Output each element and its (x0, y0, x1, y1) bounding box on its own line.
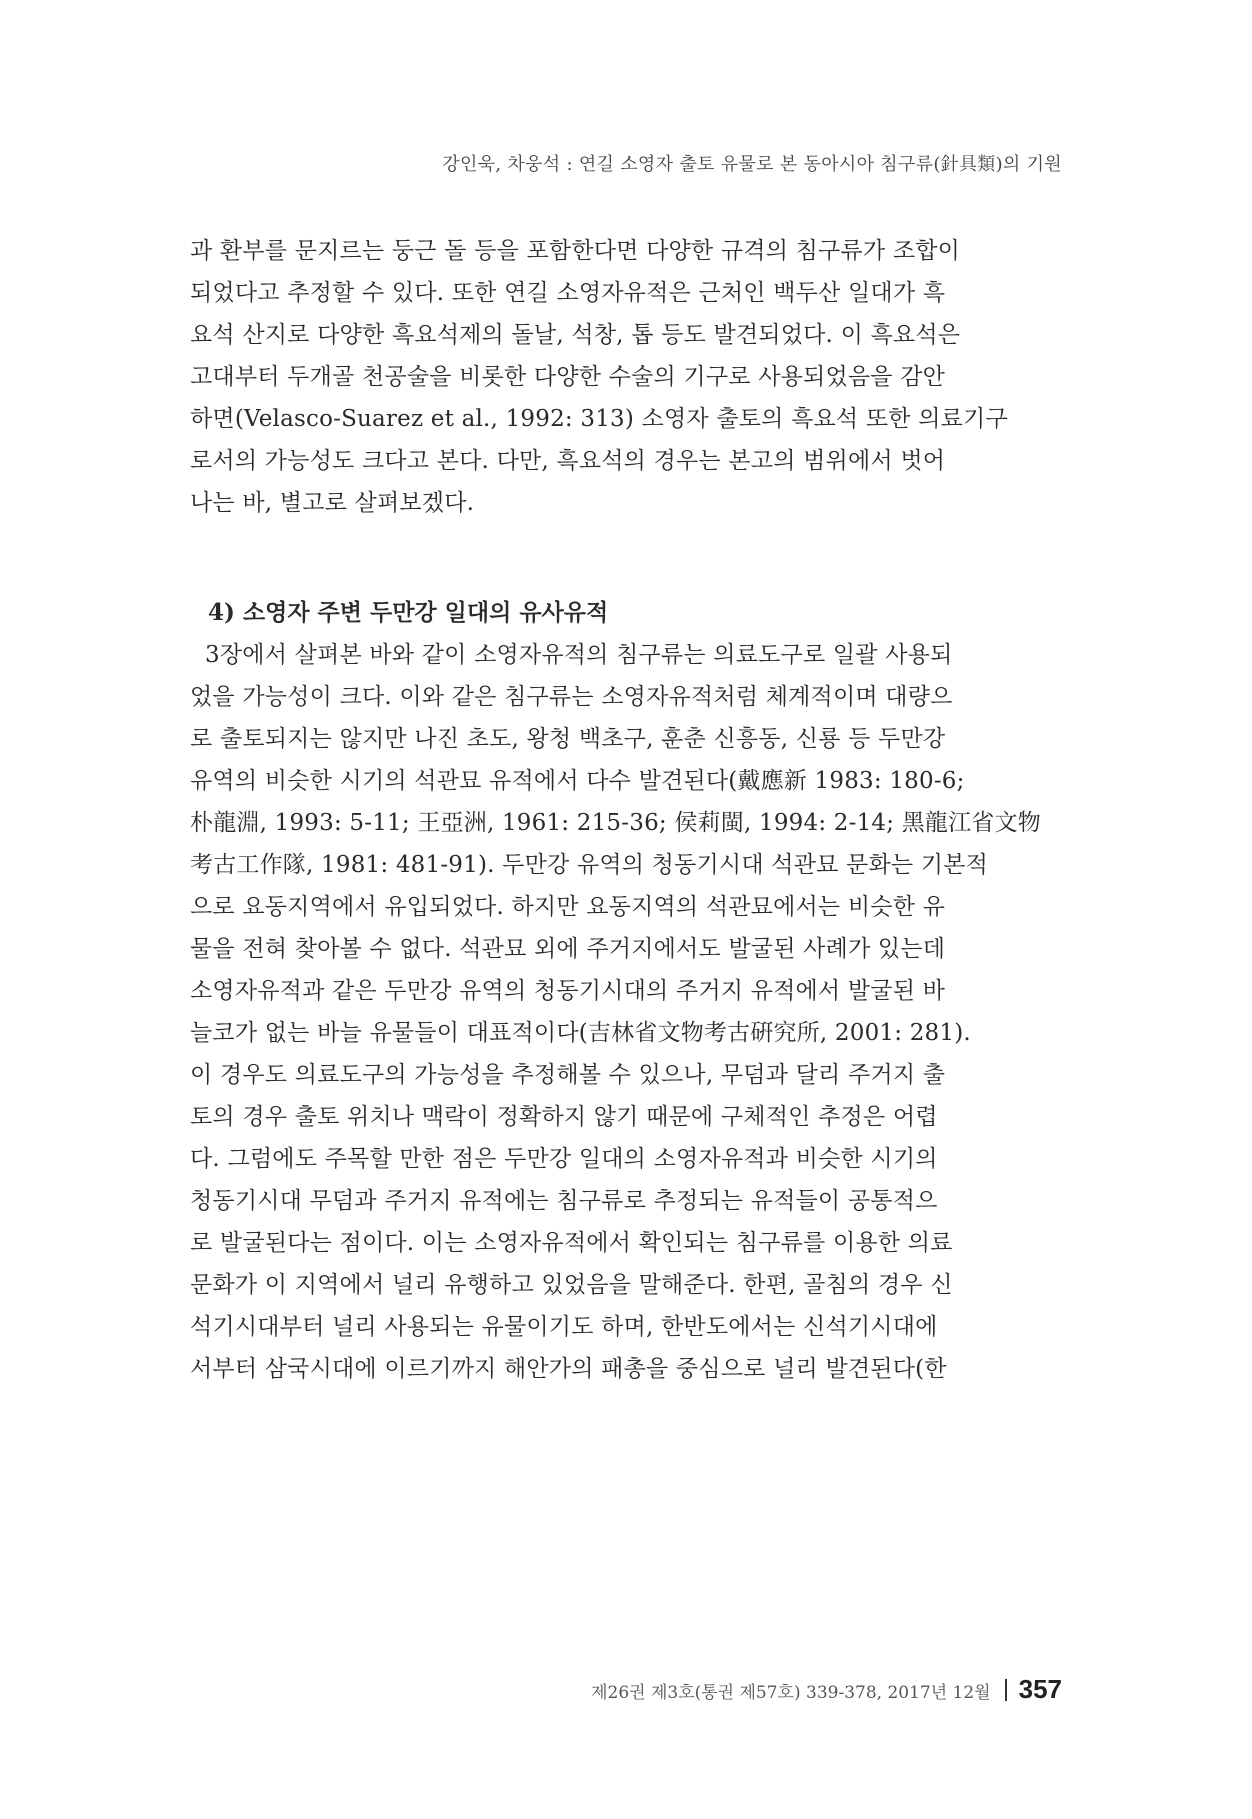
text-line: 되었다고 추정할 수 있다. 또한 연길 소영자유적은 근처인 백두산 일대가 흑 (190, 280, 946, 306)
text-line: 로 출토되지는 않지만 나진 초도, 왕청 백초구, 훈춘 신흥동, 신룡 등 두만강 (190, 726, 946, 752)
running-header: 강인욱, 차웅석 : 연길 소영자 출토 유물로 본 동아시아 침구류(針具類)의 기원 (442, 154, 1062, 175)
text-line: 考古工作隊, 1981: 481-91). 두만강 유역의 청동기시대 석관묘 문화는 기본적 (190, 852, 989, 878)
page-body (190, 230, 1060, 1390)
text-line: 토의 경우 출토 위치나 맥락이 정확하지 않기 때문에 구체적인 추정은 어렵 (190, 1104, 938, 1130)
journal-citation: 제26권 제3호(통권 제57호) 339-378, 2017년 12월 (591, 1683, 991, 1703)
text-line: 요석 산지로 다양한 흑요석제의 돌날, 석창, 톱 등도 발견되었다. 이 흑요석은 (190, 322, 961, 348)
footer-divider (1005, 1679, 1007, 1701)
text-line: 로 발굴된다는 점이다. 이는 소영자유적에서 확인되는 침구류를 이용한 의료 (190, 1230, 953, 1256)
page-number: 357 (1018, 1674, 1062, 1704)
page-footer (591, 1674, 1062, 1705)
text-line: 서부터 삼국시대에 이르기까지 해안가의 패총을 중심으로 널리 발견된다(한 (190, 1356, 947, 1382)
paragraph (190, 634, 1060, 1390)
text-line: 3장에서 살펴본 바와 같이 소영자유적의 침구류는 의료도구로 일괄 사용되 (190, 642, 953, 668)
text-line: 로서의 가능성도 크다고 본다. 다만, 흑요석의 경우는 본고의 범위에서 벗어 (190, 448, 946, 474)
section-4 (190, 592, 1060, 1390)
text-line: 물을 전혀 찾아볼 수 없다. 석관묘 외에 주거지에서도 발굴된 사례가 있는데 (190, 936, 946, 962)
section-heading: 4) 소영자 주변 두만강 일대의 유사유적 (208, 599, 609, 626)
paragraph (190, 230, 1060, 524)
text-line: 었을 가능성이 크다. 이와 같은 침구류는 소영자유적처럼 체계적이며 대량으 (190, 684, 953, 710)
text-line: 청동기시대 무덤과 주거지 유적에는 침구류로 추정되는 유적들이 공통적으 (190, 1188, 938, 1214)
text-line: 유역의 비슷한 시기의 석관묘 유적에서 다수 발견된다(戴應新 1983: 180-6; (190, 768, 965, 794)
text-line: 다. 그럼에도 주목할 만한 점은 두만강 일대의 소영자유적과 비슷한 시기의 (190, 1146, 938, 1172)
text-line: 과 환부를 문지르는 둥근 돌 등을 포함한다면 다양한 규격의 침구류가 조합이 (190, 238, 961, 264)
text-line: 하면(Velasco-Suarez et al., 1992: 313) 소영자 출토의 흑요석 또한 의료기구 (190, 406, 1008, 432)
text-line: 문화가 이 지역에서 널리 유행하고 있었음을 말해준다. 한편, 골침의 경우 신 (190, 1272, 953, 1298)
text-line: 朴龍淵, 1993: 5-11; 王亞洲, 1961: 215-36; 侯莉閩, 1994: 2-14; 黑龍江省文物 (190, 810, 1041, 836)
text-line: 이 경우도 의료도구의 가능성을 추정해볼 수 있으나, 무덤과 달리 주거지 출 (190, 1062, 946, 1088)
text-line: 고대부터 두개골 천공술을 비롯한 다양한 수술의 기구로 사용되었음을 감안 (190, 364, 946, 390)
text-line: 석기시대부터 널리 사용되는 유물이기도 하며, 한반도에서는 신석기시대에 (190, 1314, 938, 1340)
text-line: 늘코가 없는 바늘 유물들이 대표적이다(吉林省文物考古硏究所, 2001: 281). (190, 1020, 971, 1046)
text-line: 소영자유적과 같은 두만강 유역의 청동기시대의 주거지 유적에서 발굴된 바 (190, 978, 946, 1004)
text-line: 으로 요동지역에서 유입되었다. 하지만 요동지역의 석관묘에서는 비슷한 유 (190, 894, 946, 920)
text-line: 나는 바, 별고로 살펴보겠다. (190, 490, 475, 516)
